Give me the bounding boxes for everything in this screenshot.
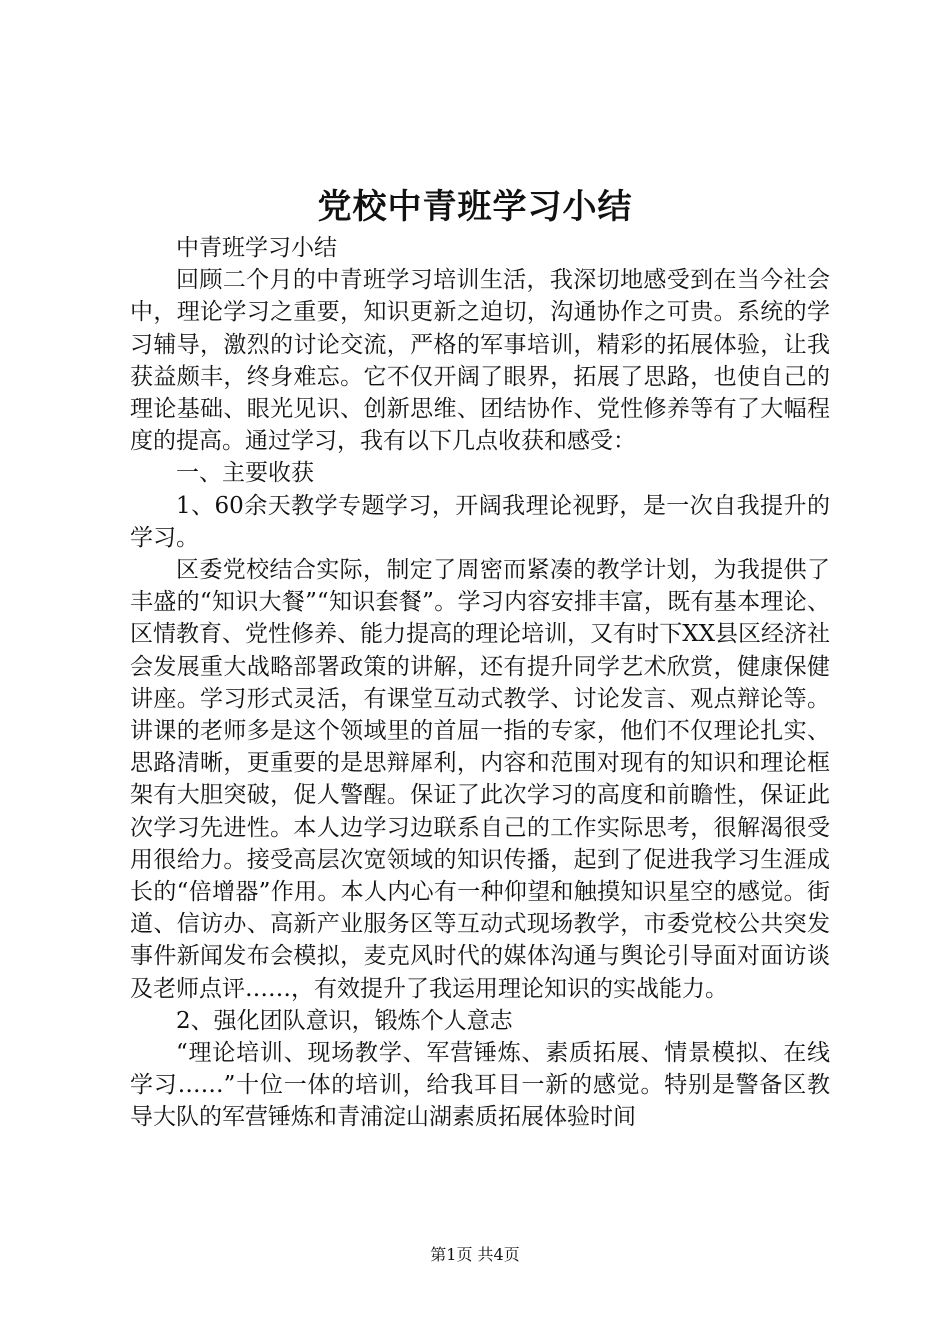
heading-point-2: 2、强化团队意识，锻炼个人意志	[176, 1007, 513, 1034]
heading-point-1: 1、60余天教学专题学习，开阔我理论视野，是一次自我提升的学习。	[130, 492, 830, 551]
page-footer: 第1页 共4页	[430, 1245, 520, 1264]
document-title: 党校中青班学习小结	[317, 187, 633, 227]
document-body	[130, 232, 830, 1134]
paragraph-point-2-detail: “理论培训、现场教学、军营锤炼、素质拓展、情景模拟、在线学习……”十位一体的培训，给我耳目一新的感觉。特别是警备区教导大队的军营锤炼和青浦淀山湖素质拓展体验时间	[130, 1040, 830, 1131]
paragraph-intro: 回顾二个月的中青班学习培训生活，我深切地感受到在当今社会中，理论学习之重要，知识更新之迫切，沟通协作之可贵。系统的学习辅导，激烈的讨论交流，严格的军事培训，精彩的拓展体验，让我获益颇丰，终身难忘。它不仅开阔了眼界，拓展了思路，也使自己的理论基础、眼光见识、创新思维、团结协作、党性修养等有了大幅程度的提高。通过学习，我有以下几点收获和感受：	[130, 267, 830, 455]
heading-main-gains: 一、主要收获	[176, 460, 314, 487]
paragraph-point-1-detail: 区委党校结合实际，制定了周密而紧凑的教学计划，为我提供了丰盛的“知识大餐”“知识套餐”。学习内容安排丰富，既有基本理论、区情教育、党性修养、能力提高的理论培训，又有时下XX县区经济社会发展重大战略部署政策的讲解，还有提升同学艺术欣赏，健康保健讲座。学习形式灵活，有课堂互动式教学、讨论发言、观点辩论等。讲课的老师多是这个领域里的首屈一指的专家，他们不仅理论扎实、思路清晰，更重要的是思辩犀利，内容和范围对现有的知识和理论框架有大胆突破，促人警醒。保证了此次学习的高度和前瞻性，保证此次学习先进性。本人边学习边联系自己的工作实际思考，很解渴很受用很给力。接受高层次宽领域的知识传播，起到了促进我学习生涯成长的“倍增器”作用。本人内心有一种仰望和触摸知识星空的感觉。街道、信访办、高新产业服务区等互动式现场教学，市委党校公共突发事件新闻发布会模拟，麦克风时代的媒体沟通与舆论引导面对面访谈及老师点评……，有效提升了我运用理论知识的实战能力。	[130, 557, 830, 1002]
paragraph-subtitle: 中青班学习小结	[176, 235, 337, 261]
